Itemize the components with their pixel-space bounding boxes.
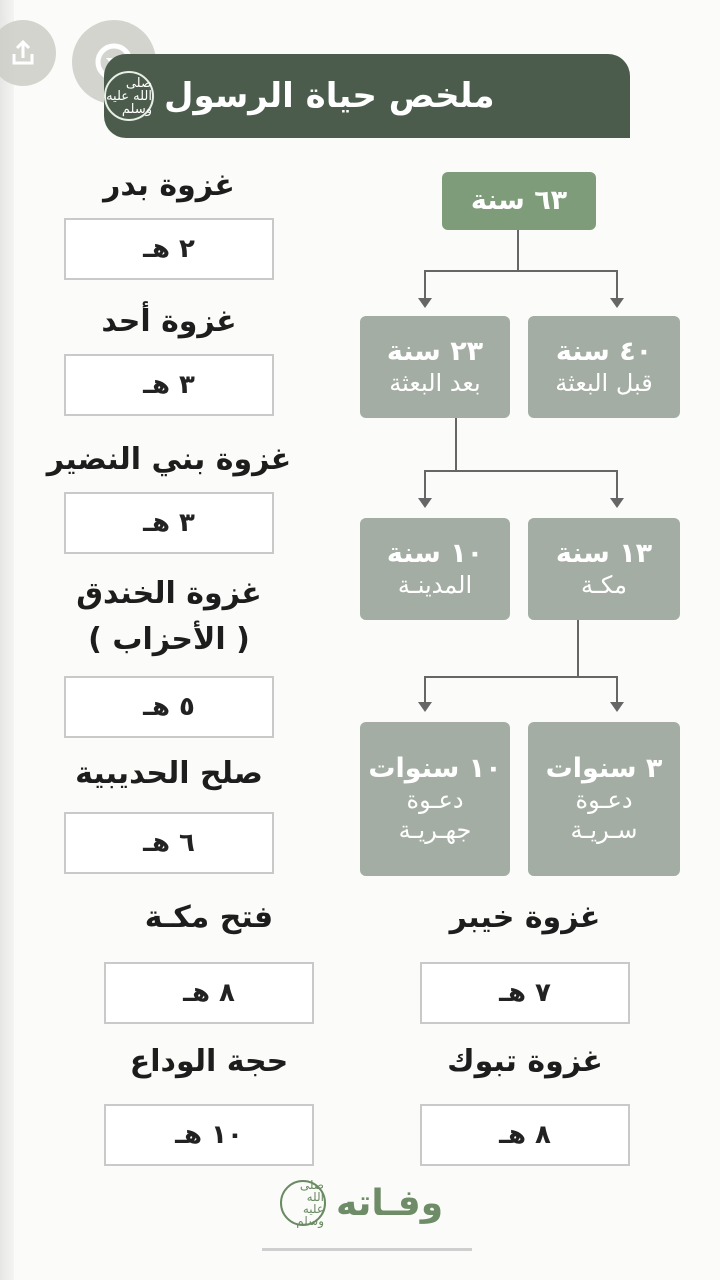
- root-years: ٦٣ سنة: [470, 184, 568, 216]
- before-prophethood-years: ٤٠ سنة: [555, 335, 653, 367]
- connector: [616, 470, 618, 500]
- event-label: فتح مكـة: [144, 900, 274, 935]
- before-prophethood-box: [528, 316, 680, 418]
- madinah-box: [360, 518, 510, 620]
- before-prophethood-label: قبل البعثة: [555, 369, 653, 398]
- event-year-box: ٣ هـ: [64, 492, 274, 554]
- event-label: حجة الوداع: [129, 1044, 289, 1079]
- page-title: ملخص حياة الرسول: [164, 76, 495, 116]
- arrow-head: [610, 702, 624, 712]
- event-year-box: ٥ هـ: [64, 676, 274, 738]
- event-year-box: ٢ هـ: [64, 218, 274, 280]
- secret-dawah-line3: سـريـة: [570, 816, 638, 845]
- event-label: غزوة الخندق: [76, 576, 262, 611]
- connector: [424, 676, 618, 678]
- event-label: غزوة خيبر: [449, 900, 601, 935]
- event-label: غزوة بدر: [103, 168, 235, 203]
- honorific-seal-small: صلى الله عليه وسلم: [280, 1180, 326, 1226]
- honorific-seal: صلى الله عليه وسلم: [104, 71, 154, 121]
- connector: [424, 270, 618, 272]
- root-years-box: [442, 172, 596, 230]
- event-year-box: ٧ هـ: [420, 962, 630, 1024]
- connector: [424, 470, 618, 472]
- makkah-label: مكـة: [581, 571, 628, 600]
- arrow-head: [610, 298, 624, 308]
- event-year-box: ٦ هـ: [64, 812, 274, 874]
- connector: [455, 418, 457, 470]
- event-label: غزوة بني النضير: [46, 442, 292, 477]
- connector: [616, 676, 618, 704]
- title-banner: [104, 54, 630, 138]
- connector: [577, 620, 579, 676]
- share-button[interactable]: [0, 20, 56, 86]
- event-label-sub: ( الأحزاب ): [88, 622, 250, 657]
- share-icon: [8, 38, 38, 68]
- footer-divider: [262, 1248, 472, 1251]
- madinah-years: ١٠ سنة: [386, 537, 484, 569]
- event-year-box: ٣ هـ: [64, 354, 274, 416]
- after-prophethood-box: [360, 316, 510, 418]
- connector: [424, 470, 426, 500]
- madinah-label: المدينـة: [397, 571, 473, 600]
- death-heading: [280, 1180, 443, 1226]
- connector: [517, 230, 519, 270]
- connector: [424, 270, 426, 300]
- event-year-box: ٨ هـ: [104, 962, 314, 1024]
- secret-dawah-line2: دعـوة: [575, 786, 633, 815]
- makkah-box: [528, 518, 680, 620]
- after-prophethood-label: بعد البعثة: [389, 369, 481, 398]
- public-dawah-line3: جهـريـة: [398, 816, 472, 845]
- event-year-box: ١٠ هـ: [104, 1104, 314, 1166]
- event-year-box: ٨ هـ: [420, 1104, 630, 1166]
- event-label: غزوة تبوك: [447, 1044, 603, 1079]
- secret-dawah-box: [528, 722, 680, 876]
- death-label: وفـاته: [336, 1182, 444, 1224]
- left-edge-strip: [0, 0, 14, 1280]
- public-dawah-line2: دعـوة: [406, 786, 464, 815]
- makkah-years: ١٣ سنة: [555, 537, 653, 569]
- connector: [424, 676, 426, 704]
- arrow-head: [418, 298, 432, 308]
- arrow-head: [418, 498, 432, 508]
- public-dawah-box: [360, 722, 510, 876]
- event-label: صلح الحديبية: [75, 756, 263, 791]
- event-label: غزوة أحد: [101, 304, 237, 339]
- public-dawah-years: ١٠ سنوات: [368, 752, 502, 784]
- connector: [616, 270, 618, 300]
- arrow-head: [610, 498, 624, 508]
- after-prophethood-years: ٢٣ سنة: [386, 335, 484, 367]
- secret-dawah-years: ٣ سنوات: [545, 752, 663, 784]
- arrow-head: [418, 702, 432, 712]
